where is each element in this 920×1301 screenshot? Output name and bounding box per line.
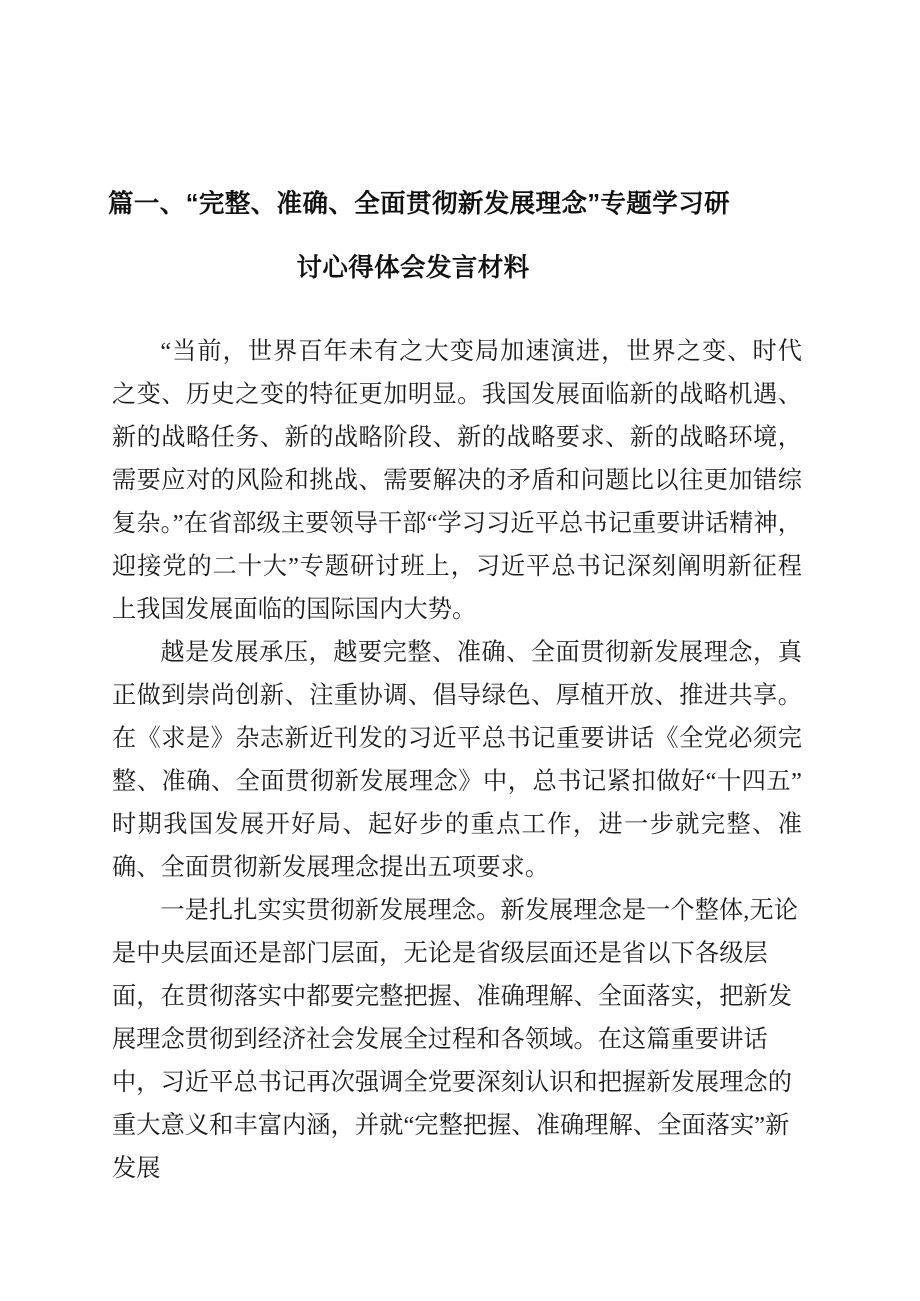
body-paragraph: “当前，世界百年未有之大变局加速演进，世界之变、时代之变、历史之变的特征更加明显。我国发展面临新的战略机遇、新的战略任务、新的战略阶段、新的战略要求、新的战略环境，需要应对的风险和挑战、需要解决的矛盾和问题比以往更加错综复杂。”在省部级主要领导干部“学习习近平总书记重要讲话精神，迎接党的二十大”专题研讨班上，习近平总书记深刻阐明新征程上我国发展面临的国际国内大势。: [112, 338, 802, 623]
body-paragraph: 一是扎扎实实贯彻新发展理念。新发展理念是一个整体,无论是中央层面还是部门层面，无论是省级层面还是省以下各级层面，在贯彻落实中都要完整把握、准确理解、全面落实，把新发展理念贯彻到经济社会发展全过程和各领域。在这篇重要讲话中，习近平总书记再次强调全党要深刻认识和把握新发展理念的重大意义和丰富内涵，并就“完整把握、准确理解、全面落实”新发展: [112, 897, 799, 1182]
document-body: [112, 330, 802, 1190]
title-line-2: 讨心得体会发言材料: [296, 254, 530, 282]
title-line-1: 篇一、“完整、准确、全面贯彻新发展理念”专题学习研: [108, 190, 731, 218]
body-paragraph: 越是发展承压，越要完整、准确、全面贯彻新发展理念，真正做到崇尚创新、注重协调、倡导绿色、厚植开放、推进共享。在《求是》杂志新近刊发的习近平总书记重要讲话《全党必须完整、准确、全面贯彻新发展理念》中，总书记紧扣做好“十四五”时期我国发展开好局、起好步的重点工作，进一步就完整、准确、全面贯彻新发展理念提出五项要求。: [112, 639, 802, 881]
document-title: [108, 172, 731, 300]
